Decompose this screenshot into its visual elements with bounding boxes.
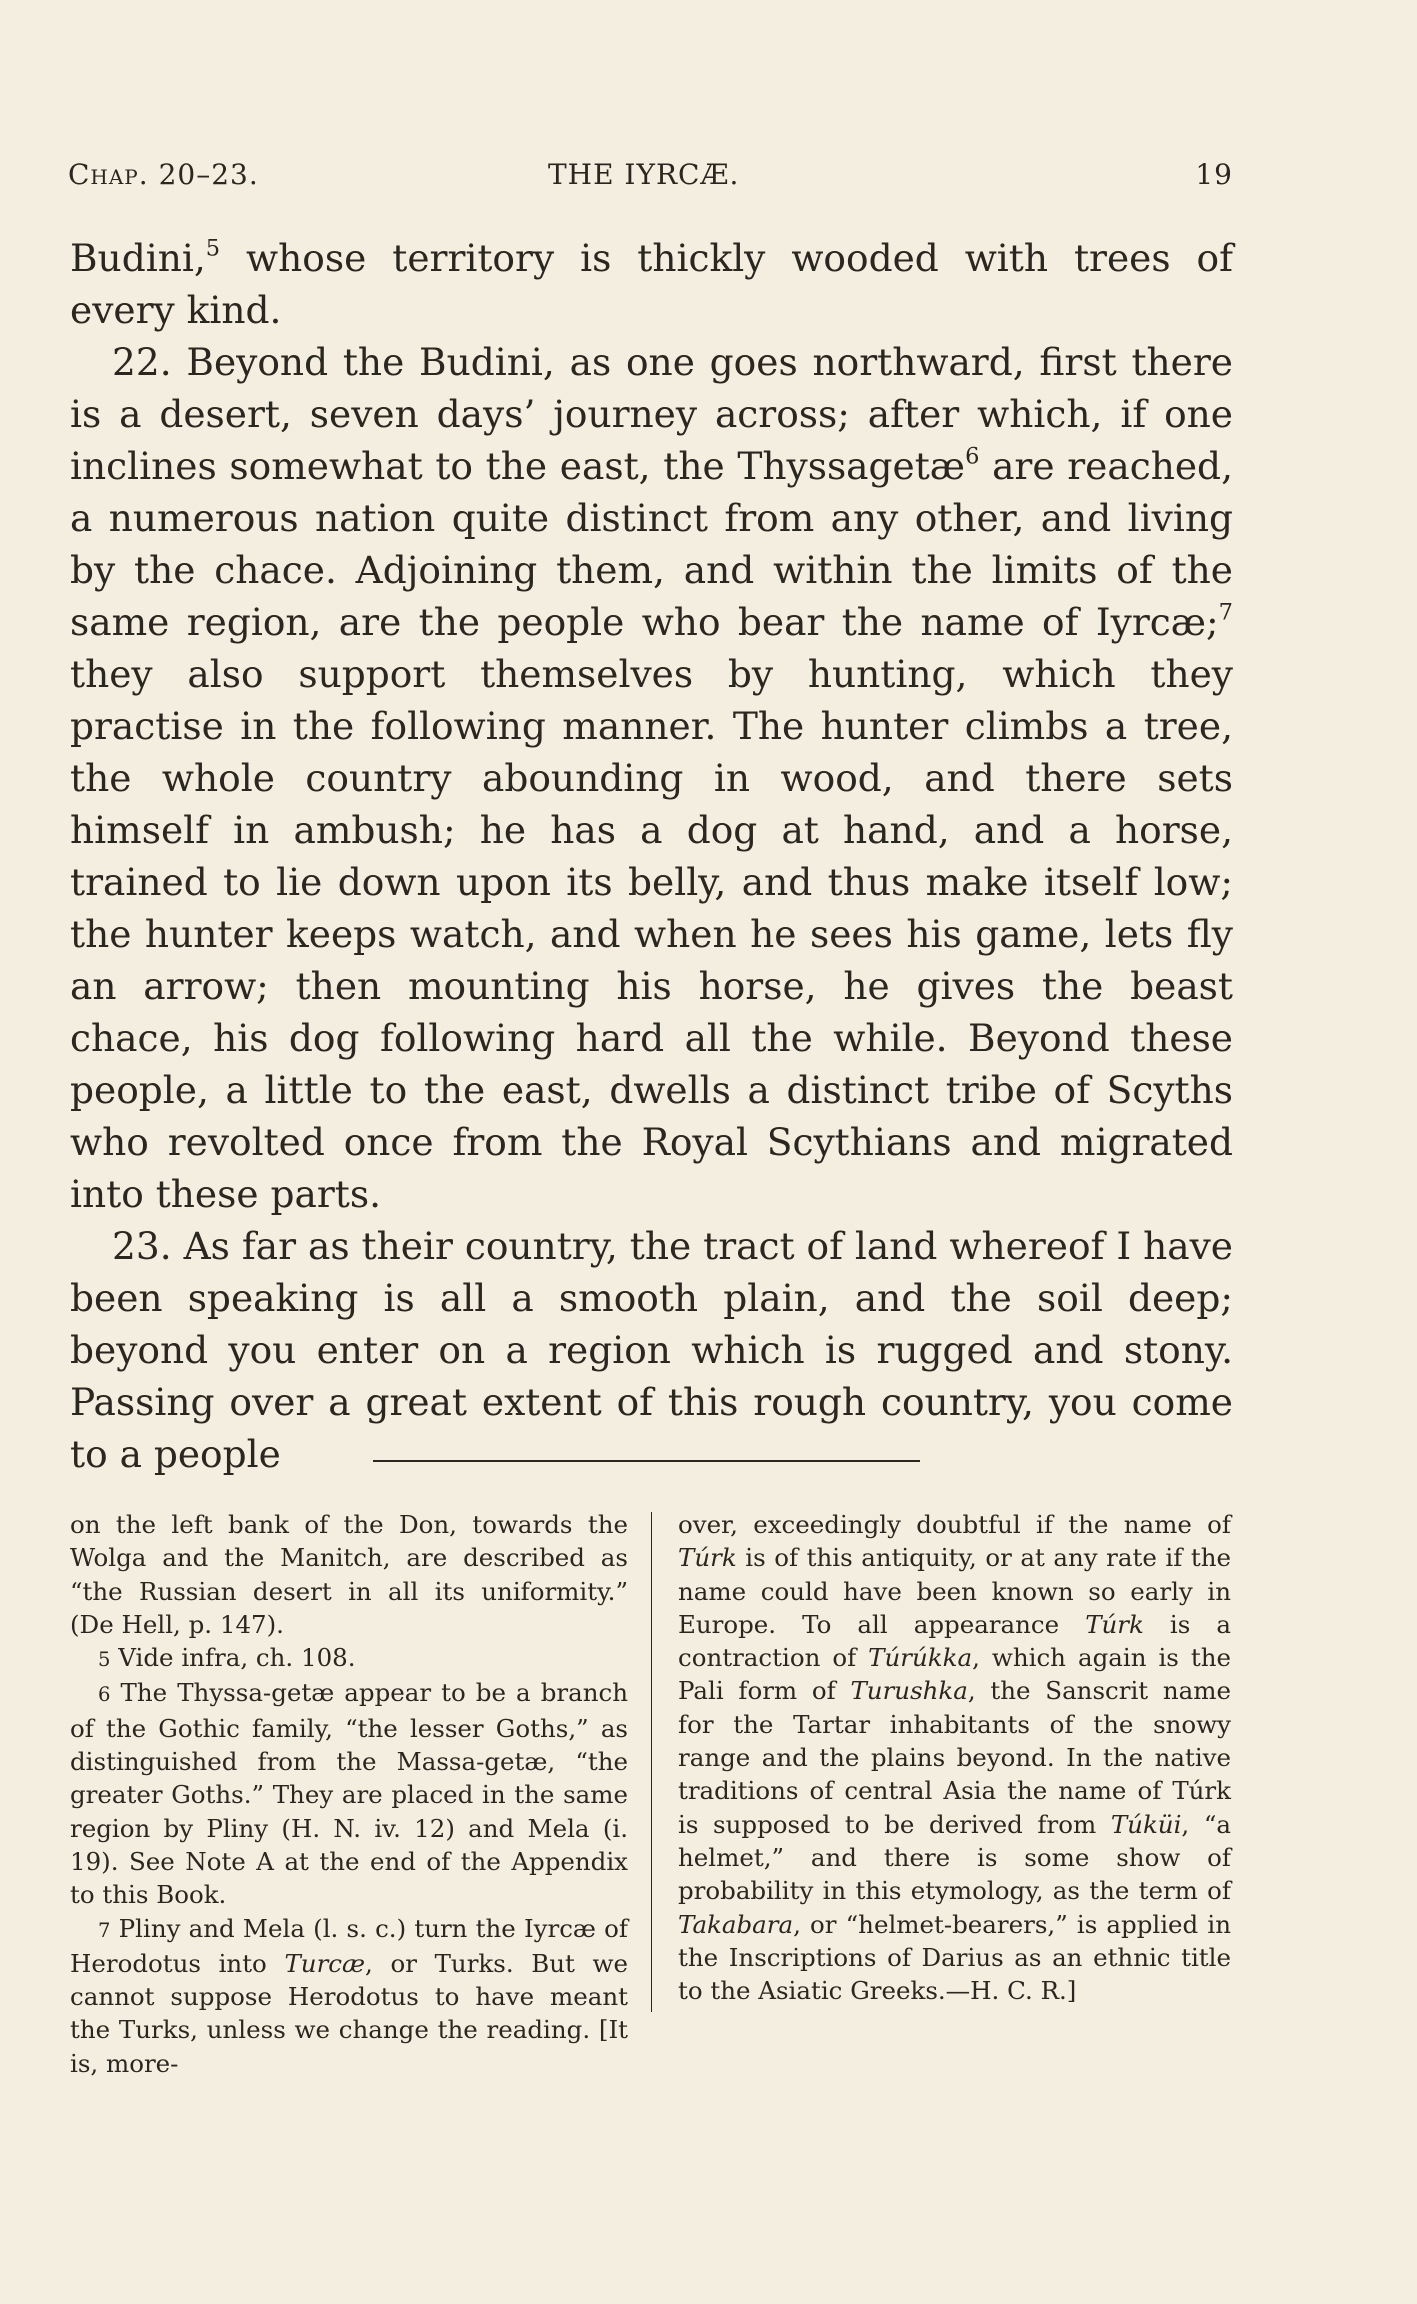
main-text xyxy=(70,232,1233,1480)
running-header xyxy=(68,158,1233,202)
paragraph-23: 23. As far as their country, the tract of land whereof I have been speaking is all a smooth plain, and the soil deep; beyond you enter on a region which is rugged and stony. Passing over a great extent of this rough country, you come to a people xyxy=(70,1224,1233,1476)
footnotes xyxy=(70,1508,1233,2108)
footnote-ref: 5 xyxy=(205,235,221,262)
chapter-reference: Chap. 20–23. xyxy=(68,158,259,191)
column-divider xyxy=(651,1512,652,2012)
footnote-column-left xyxy=(70,1508,628,2080)
paragraph-22: 22. Beyond the Budini, as one goes northward, first there is a desert, seven days’ journey across; after which, if one inclines somewhat to the east, the Thyssagetæ$^6$ are reached, a numerous nation quite distinct from any other, and living by the chace. Adjoining them, and within the limits of the same region, are the people who bear the name of Iyrcæ;$^7$ they also support themselves by hunting, which they practise in the following manner. The hunter climbs a tree, the whole country abounding in wood, and there sets himself in ambush; he has a dog at hand, and a horse, trained to lie down upon its belly, and thus make itself low; the hunter keeps watch, and when he sees his game, lets fly an arrow; then mounting his horse, he gives the beast chace, his dog following hard all the while. Beyond these people, a little to the east, dwells a distinct tribe of Scyths who revolted once from the Royal Scythians and migrated into these parts. xyxy=(70,340,1233,1216)
paragraph: Budini,$^5$ whose territory is thickly wooded with trees of every kind. xyxy=(70,235,1233,332)
footnote-ref: 7 xyxy=(1218,599,1233,626)
page-number: 19 xyxy=(1195,158,1233,191)
footnote-5: 5 Vide infra, ch. 108. xyxy=(98,1643,356,1673)
footnote-rule xyxy=(373,1460,920,1462)
running-title: THE IYRCÆ. xyxy=(548,158,740,191)
footnote-7: 7 Pliny and Mela (l. s. c.) turn the Iyrcæ of Herodotus into Turcæ, or Turks. But we cannot suppose Herodotus to have meant the Turks, unless we change the reading. [It is, more- xyxy=(70,1913,628,2078)
footnote-continuation: on the left bank of the Don, towards the Wolga and the Manitch, are described as “the Russian desert in all its uniformity.” (De Hell, p. 147). xyxy=(70,1510,628,1639)
footnote-7-continuation: over, exceedingly doubtful if the name of Túrk is of this antiquity, or at any rate if the name could have been known so early in Europe. To all appearance Túrk is a contraction of Túrúkka, which again is the Pali form of Turushka, the Sanscrit name for the Tartar inhabitants of the snowy range and the plains beyond. In the native traditions of central Asia the name of Túrk is supposed to be derived from Túküi, “a helmet,” and there is some show of probability in this etymology, as the term of Takabara, or “helmet-bearers,” is applied in the Inscriptions of Darius as an ethnic title to the Asiatic Greeks.—H. C. R.] xyxy=(678,1510,1231,2006)
footnote-6: 6 The Thyssa-getæ appear to be a branch of the Gothic family, “the lesser Goths,” as distinguished from the Massa-getæ, “the greater Goths.” They are placed in the same region by Pliny (H. N. iv. 12) and Mela (i. 19). See Note A at the end of the Appendix to this Book. xyxy=(70,1678,628,1910)
footnote-column-right xyxy=(678,1508,1231,2007)
footnote-ref: 6 xyxy=(965,443,980,470)
